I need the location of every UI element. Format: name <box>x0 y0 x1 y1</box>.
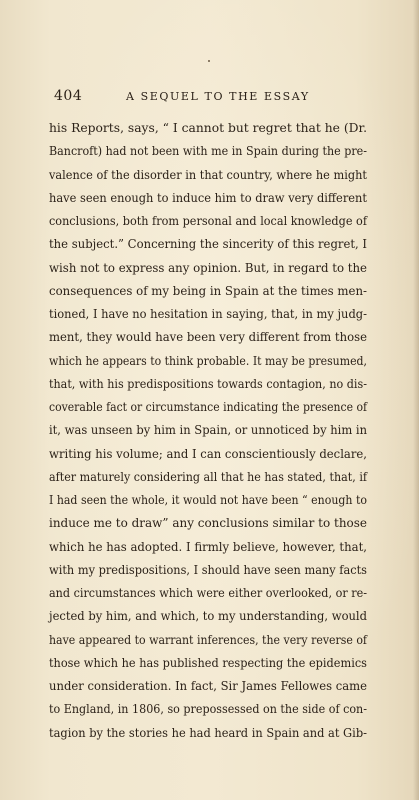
text-line: which he has adopted. I firmly believe, however, that, <box>49 538 367 554</box>
text-line: coverable fact or circumstance indicating the presence of <box>49 399 367 414</box>
text-line: with my predispositions, I should have seen many facts <box>49 561 367 577</box>
text-line: tagion by the stories he had heard in Spain and at Gib- <box>49 724 367 740</box>
paper-speck <box>208 60 210 62</box>
text-line: under consideration. In fact, Sir James Fellowes came <box>49 678 367 693</box>
text-line: I had seen the whole, it would not have been “ enough to <box>49 492 367 507</box>
text-line: the subject.” Concerning the sincerity of this regret, I <box>49 236 367 252</box>
text-line: have seen enough to induce him to draw very different <box>49 189 367 205</box>
page-header <box>54 88 354 108</box>
text-line: have appeared to warrant inferences, the very reverse of <box>49 631 367 647</box>
text-line: consequences of my being in Spain at the times men- <box>49 282 367 298</box>
text-line: after maturely considering all that he has stated, that, if <box>49 468 367 484</box>
text-line: his Reports, says, “ I cannot but regret that he (Dr. <box>49 120 367 135</box>
text-line: wish not to express any opinion. But, in regard to the <box>49 259 367 275</box>
text-line: jected by him, and which, to my understanding, would <box>49 608 367 624</box>
text-line: ment, they would have been very different from those <box>49 329 367 345</box>
text-line: writing his volume; and I can conscientiously declare, <box>49 445 367 461</box>
text-line: tioned, I have no hesitation in saying, that, in my judg- <box>49 306 367 321</box>
text-line: it, was unseen by him in Spain, or unnoticed by him in <box>49 422 367 438</box>
text-line: Bancroft) had not been with me in Spain during the pre- <box>49 143 367 159</box>
body-text <box>49 116 367 744</box>
running-head: A SEQUEL TO THE ESSAY <box>126 90 310 103</box>
text-line: those which he has published respecting the epidemics <box>49 654 367 670</box>
page-edge-shadow <box>413 0 419 800</box>
text-line: that, with his predispositions towards contagion, no dis- <box>49 375 367 391</box>
text-line: valence of the disorder in that country, where he might <box>49 166 367 182</box>
page-number: 404 <box>54 88 83 104</box>
text-line: to England, in 1806, so prepossessed on the side of con- <box>49 701 367 717</box>
text-line: induce me to draw” any conclusions similar to those <box>49 515 367 531</box>
text-line: conclusions, both from personal and local knowledge of <box>49 213 367 228</box>
text-line: and circumstances which were either overlooked, or re- <box>49 585 367 600</box>
text-line: which he appears to think probable. It may be presumed, <box>49 352 367 368</box>
